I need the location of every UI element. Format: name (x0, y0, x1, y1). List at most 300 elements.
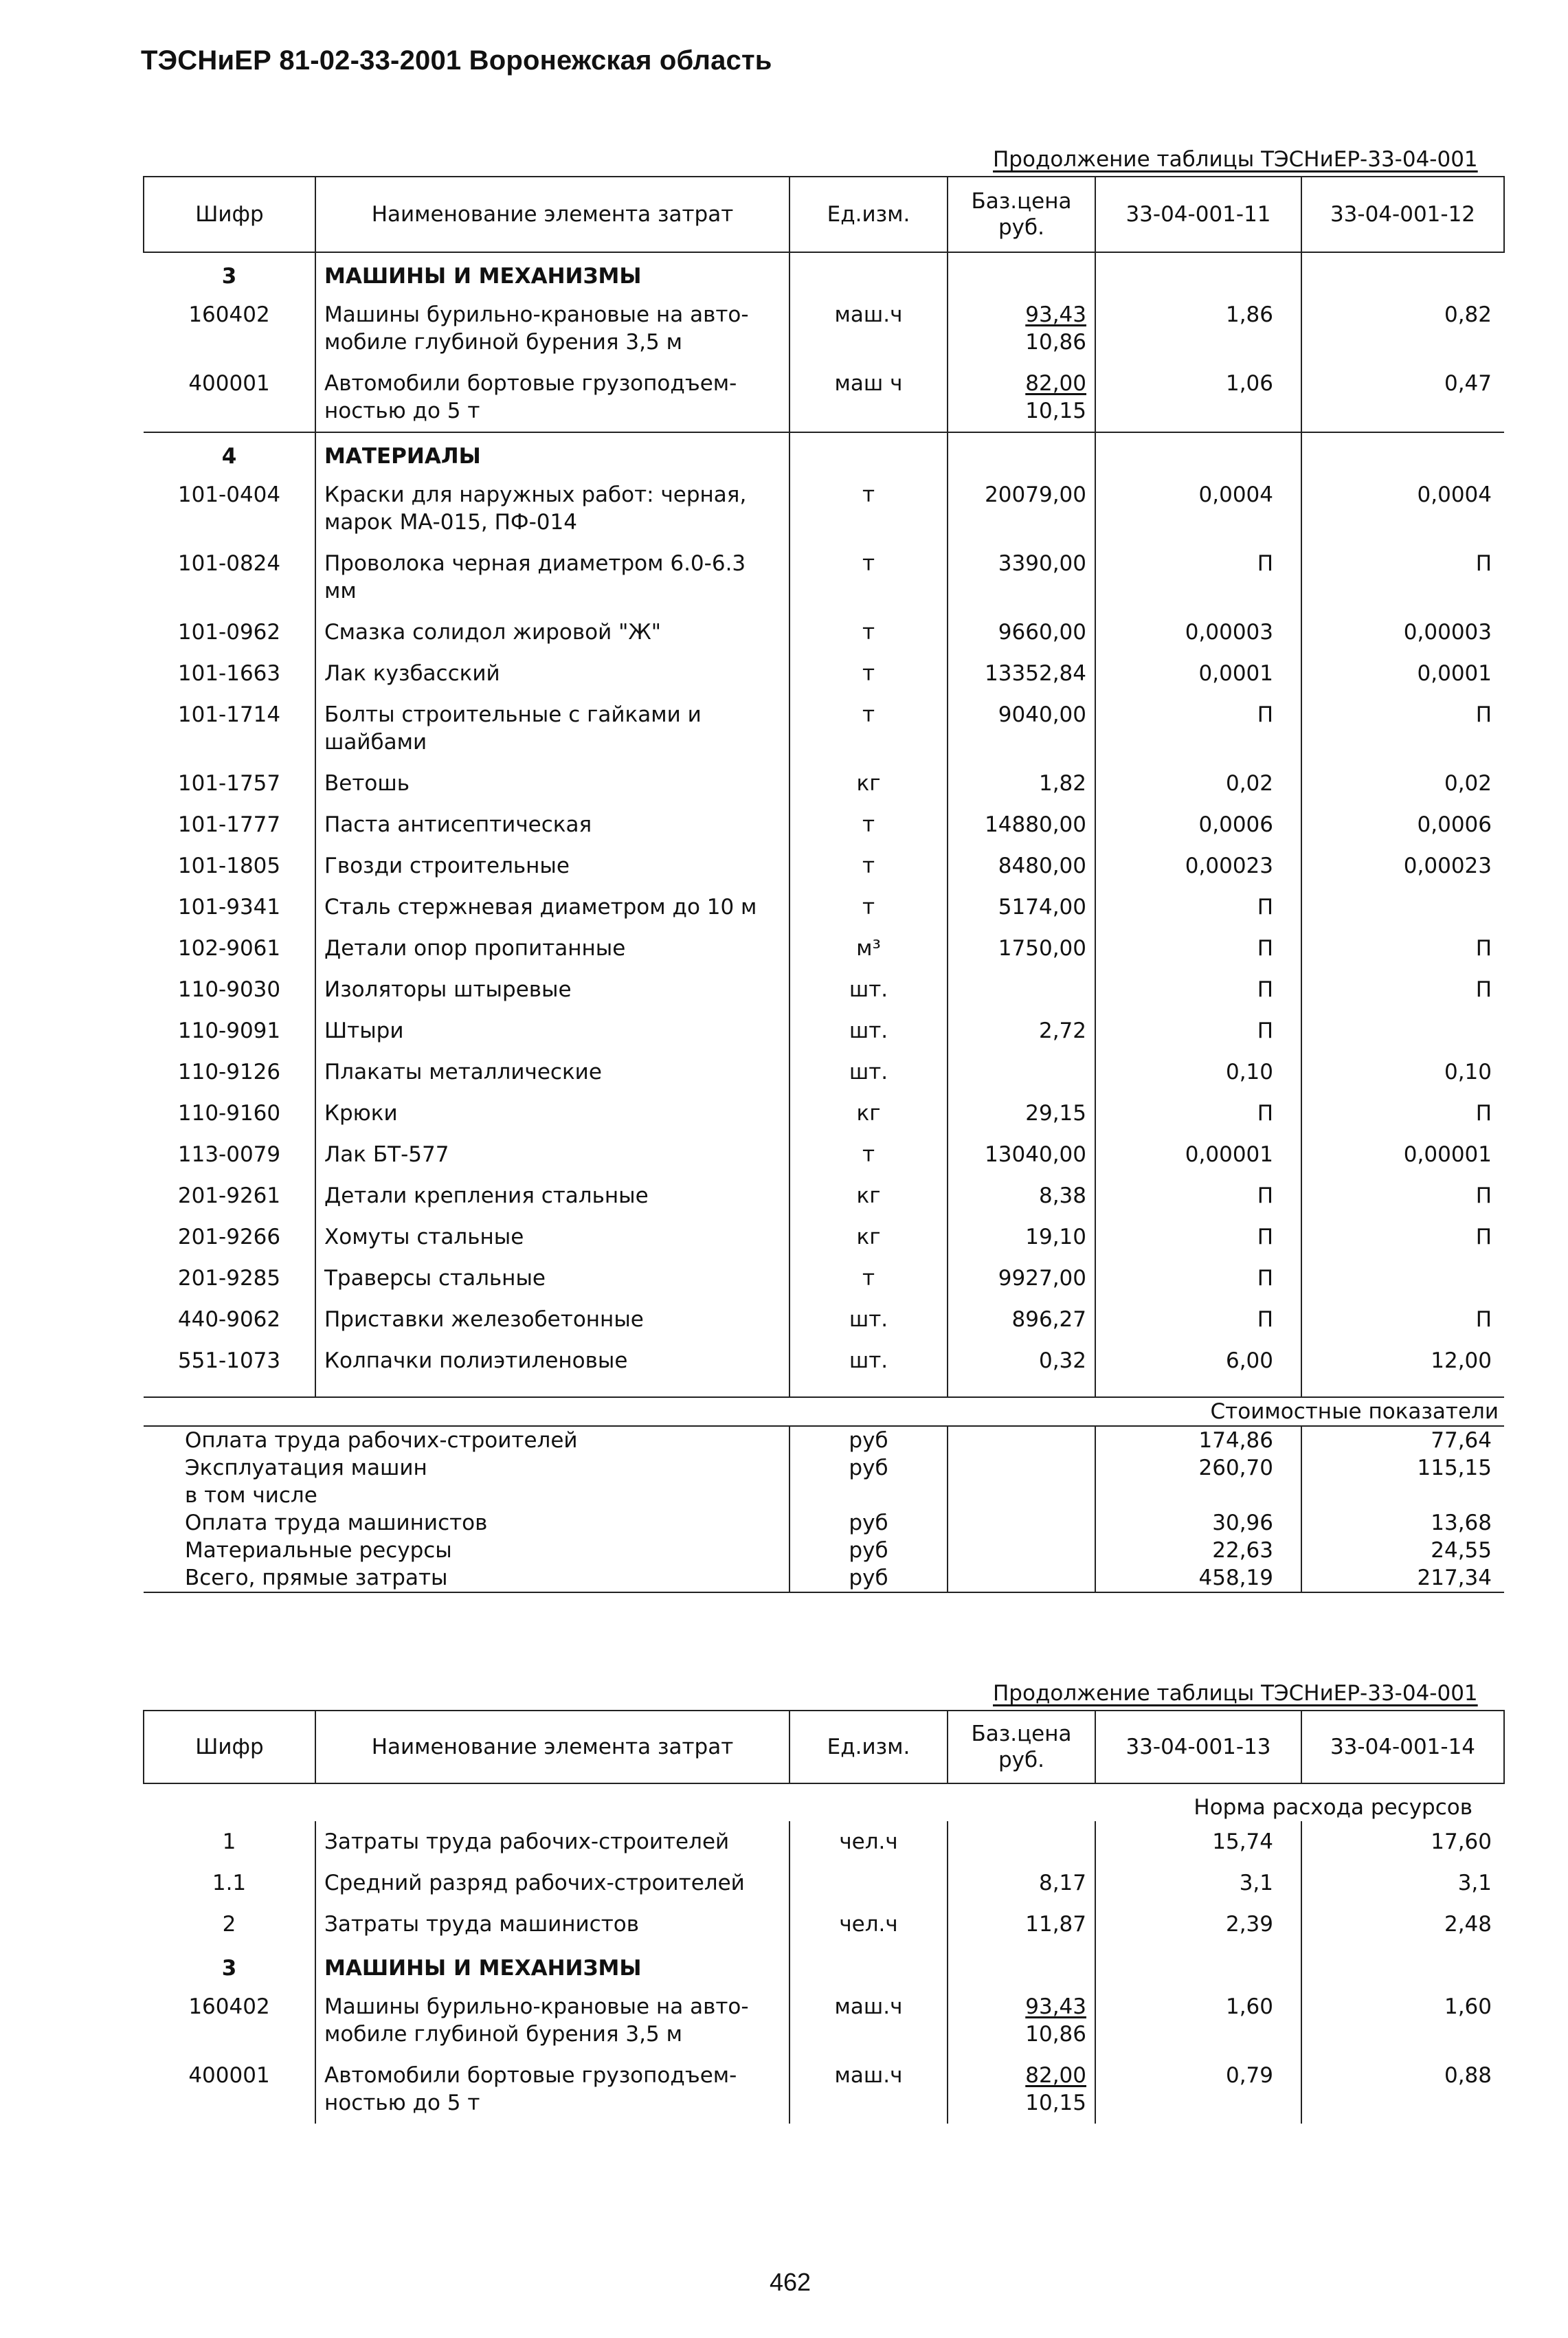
row-code: 201-9285 (177, 1266, 281, 1291)
row-value-col1: 0,0001 (1095, 653, 1301, 694)
table-row (144, 474, 1504, 543)
row-value-col2: 0,10 (1301, 1051, 1504, 1093)
row-code: 101-1757 (177, 771, 281, 796)
table-row (144, 653, 1504, 694)
row-value-col2: П (1301, 928, 1504, 969)
table-row (144, 1134, 1504, 1175)
row-name (315, 1945, 789, 1986)
table-row (144, 294, 1504, 363)
row-price-value: 9040,00 (998, 702, 1086, 727)
row-name (315, 612, 789, 653)
row-value-col2: П (1301, 694, 1504, 763)
row-name-line1: МАШИНЫ И МЕХАНИЗМЫ (324, 264, 642, 289)
table2-header-row (144, 1711, 1504, 1783)
row-unit: чел.ч (789, 1904, 948, 1945)
table1-caption: Продолжение таблицы ТЭСНиЕР-33-04-001 (993, 147, 1478, 172)
table-row (144, 1051, 1504, 1093)
table1-body (144, 252, 1504, 1592)
row-value-col2: 0,47 (1301, 363, 1504, 432)
row-value-col2: 0,82 (1301, 294, 1504, 363)
row-name-line1: Сталь стержневая диаметром до 10 м (324, 895, 757, 920)
row-price (948, 432, 1095, 474)
total-price (948, 1537, 1095, 1564)
row-price-value: 29,15 (1025, 1101, 1086, 1126)
row-price (948, 1340, 1095, 1381)
header-name: Наименование элемента затрат (315, 177, 789, 252)
section-row (144, 1945, 1504, 1986)
row-name-line1: Смазка солидол жировой "Ж" (324, 620, 661, 645)
row-price-value: 1,82 (1038, 771, 1086, 796)
row-name-line1: Машины бурильно-крановые на авто- (324, 302, 749, 327)
row-price-value: 82,00 (1025, 2063, 1086, 2088)
row-code: 201-9261 (177, 1183, 281, 1208)
total-row (144, 1537, 1504, 1564)
document-title: ТЭСНиЕР 81-02-33-2001 Воронежская область (141, 45, 772, 76)
row-name-line1: Детали крепления стальные (324, 1183, 649, 1208)
row-name (315, 543, 789, 612)
row-price (948, 887, 1095, 928)
row-value-col1: П (1095, 543, 1301, 612)
row-value-col2: 0,00023 (1301, 845, 1504, 887)
row-name (315, 294, 789, 363)
cost-note: Стоимостные показатели (144, 1397, 1504, 1426)
row-value-col1: 0,00023 (1095, 845, 1301, 887)
row-unit: кг (789, 1093, 948, 1134)
row-unit: т (789, 804, 948, 845)
row-price (948, 1258, 1095, 1299)
row-code: 551-1073 (177, 1348, 281, 1373)
row-name (315, 928, 789, 969)
row-value-col1: П (1095, 969, 1301, 1010)
total-col1: 22,63 (1095, 1537, 1301, 1564)
row-name (315, 1134, 789, 1175)
total-price (948, 1454, 1095, 1482)
total-col1 (1095, 1482, 1301, 1509)
resource-table-2 (143, 1710, 1505, 2124)
row-name-line1: Затраты труда рабочих-строителей (324, 1829, 730, 1854)
table-row (144, 694, 1504, 763)
table-row (144, 1093, 1504, 1134)
row-code: 101-0824 (177, 551, 281, 576)
row-value-col1: П (1095, 1258, 1301, 1299)
row-name (315, 1051, 789, 1093)
row-code: 400001 (188, 2063, 270, 2088)
header-col2: 33-04-001-12 (1301, 177, 1504, 252)
row-value-col2: 0,00001 (1301, 1134, 1504, 1175)
row-name-line2: ностью до 5 т (324, 2091, 480, 2115)
row-unit: шт. (789, 1051, 948, 1093)
header-price-line1: Баз.цена (971, 1722, 1072, 1746)
total-col1: 30,96 (1095, 1509, 1301, 1537)
row-price-value: 896,27 (1011, 1307, 1086, 1332)
row-value-col1: 0,00003 (1095, 612, 1301, 653)
row-name-line1: Лак кузбасский (324, 661, 500, 686)
total-label: Эксплуатация машин (185, 1456, 427, 1480)
cost-note-row (144, 1397, 1504, 1426)
row-value-col1: П (1095, 694, 1301, 763)
total-col2: 24,55 (1301, 1537, 1504, 1564)
total-unit: руб (789, 1509, 948, 1537)
table-row (144, 1010, 1504, 1051)
row-value-col1: 0,0004 (1095, 474, 1301, 543)
row-value-col1: 0,02 (1095, 763, 1301, 804)
spacer-cell (1301, 1381, 1504, 1397)
row-price-wage: 10,15 (1025, 2091, 1086, 2115)
total-col1: 260,70 (1095, 1454, 1301, 1482)
row-value-col1: П (1095, 1093, 1301, 1134)
total-col1: 458,19 (1095, 1564, 1301, 1592)
row-price (948, 1010, 1095, 1051)
total-unit: руб (789, 1537, 948, 1564)
row-name-line1: Затраты труда машинистов (324, 1912, 640, 1937)
page-number: 462 (769, 2268, 811, 2296)
row-price-value: 93,43 (1025, 1994, 1086, 2019)
total-row (144, 1454, 1504, 1482)
row-value-col2: П (1301, 1175, 1504, 1216)
row-name (315, 694, 789, 763)
header-price-line1: Баз.цена (971, 189, 1072, 214)
table-row (144, 1821, 1504, 1862)
row-code: 160402 (188, 1994, 270, 2019)
table-row (144, 804, 1504, 845)
row-price-wage: 10,86 (1025, 330, 1086, 355)
row-name-line1: Лак БТ-577 (324, 1142, 449, 1167)
row-name (315, 2055, 789, 2124)
norm-note-row (144, 1783, 1504, 1821)
row-code: 400001 (188, 371, 270, 396)
total-unit: руб (789, 1454, 948, 1482)
row-code: 440-9062 (177, 1307, 281, 1332)
row-unit: маш.ч (789, 1986, 948, 2055)
total-price (948, 1564, 1095, 1592)
row-name (315, 1010, 789, 1051)
header-code: Шифр (144, 177, 315, 252)
row-name (315, 363, 789, 432)
row-unit (789, 1862, 948, 1904)
total-row (144, 1564, 1504, 1592)
row-name-line1: Траверсы стальные (324, 1266, 546, 1291)
table-row (144, 928, 1504, 969)
row-name (315, 1093, 789, 1134)
row-unit: т (789, 845, 948, 887)
row-unit (789, 1945, 948, 1986)
row-unit: шт. (789, 1299, 948, 1340)
row-value-col2: 3,1 (1301, 1862, 1504, 1904)
row-unit: кг (789, 763, 948, 804)
header-unit: Ед.изм. (789, 1711, 948, 1783)
row-code: 101-1777 (177, 812, 281, 837)
table-row (144, 1904, 1504, 1945)
row-unit: маш ч (789, 363, 948, 432)
row-value-col2: 2,48 (1301, 1904, 1504, 1945)
row-code: 110-9030 (177, 977, 281, 1002)
row-name (315, 1821, 789, 1862)
table-row (144, 1175, 1504, 1216)
row-price (948, 252, 1095, 294)
row-value-col2: 0,00003 (1301, 612, 1504, 653)
row-name (315, 1175, 789, 1216)
row-unit: маш.ч (789, 2055, 948, 2124)
norm-note: Норма расхода ресурсов (1194, 1795, 1472, 1820)
row-name (315, 1299, 789, 1340)
row-price-value: 82,00 (1025, 371, 1086, 396)
row-value-col2 (1301, 432, 1504, 474)
row-price-value: 2,72 (1038, 1018, 1086, 1043)
row-price-value: 9660,00 (998, 620, 1086, 645)
row-name (315, 1904, 789, 1945)
row-name (315, 845, 789, 887)
table-row (144, 2055, 1504, 2124)
row-code: 101-0962 (177, 620, 281, 645)
row-price (948, 294, 1095, 363)
row-unit: т (789, 887, 948, 928)
row-unit: маш.ч (789, 294, 948, 363)
total-label: Материальные ресурсы (185, 1538, 452, 1563)
row-code: 101-1714 (177, 702, 281, 727)
row-code: 110-9126 (177, 1060, 281, 1084)
row-price (948, 2055, 1095, 2124)
section-row (144, 432, 1504, 474)
row-value-col1 (1095, 432, 1301, 474)
row-name (315, 804, 789, 845)
total-price (948, 1509, 1095, 1537)
spacer-cell (1095, 1381, 1301, 1397)
row-name-line1: Автомобили бортовые грузоподъем- (324, 371, 737, 396)
row-value-col1: 0,0006 (1095, 804, 1301, 845)
row-price-value: 8480,00 (998, 854, 1086, 878)
row-name-line1: Колпачки полиэтиленовые (324, 1348, 628, 1373)
row-code: 113-0079 (177, 1142, 281, 1167)
row-value-col2: П (1301, 969, 1504, 1010)
row-price (948, 694, 1095, 763)
header-price (948, 177, 1095, 252)
header-price-line2: руб. (998, 215, 1044, 240)
row-code: 1 (222, 1829, 236, 1854)
row-price (948, 1862, 1095, 1904)
row-value-col1: 1,06 (1095, 363, 1301, 432)
row-price-value: 8,17 (1038, 1871, 1086, 1895)
row-name-line1: МАТЕРИАЛЫ (324, 444, 481, 469)
row-price (948, 1299, 1095, 1340)
row-price (948, 1051, 1095, 1093)
row-price-value: 11,87 (1025, 1912, 1086, 1937)
row-value-col1: П (1095, 928, 1301, 969)
row-name-line2: мобиле глубиной бурения 3,5 м (324, 330, 682, 355)
total-col2: 217,34 (1301, 1564, 1504, 1592)
row-price (948, 1945, 1095, 1986)
row-price-value: 13352,84 (985, 661, 1086, 686)
row-value-col1: 2,39 (1095, 1904, 1301, 1945)
row-value-col1 (1095, 1945, 1301, 1986)
total-col2: 13,68 (1301, 1509, 1504, 1537)
table-row (144, 969, 1504, 1010)
total-price (948, 1426, 1095, 1454)
row-unit (789, 252, 948, 294)
total-price (948, 1482, 1095, 1509)
total-col2: 77,64 (1301, 1426, 1504, 1454)
row-code: 4 (144, 432, 315, 474)
row-price (948, 363, 1095, 432)
row-unit: кг (789, 1216, 948, 1258)
row-value-col2: П (1301, 543, 1504, 612)
total-col2 (1301, 1482, 1504, 1509)
row-price (948, 1175, 1095, 1216)
row-price-value: 93,43 (1025, 302, 1086, 327)
header-price-line2: руб. (998, 1748, 1044, 1772)
row-code: 160402 (188, 302, 270, 327)
row-name (315, 1862, 789, 1904)
table-row (144, 1862, 1504, 1904)
row-unit: т (789, 653, 948, 694)
row-value-col1: 0,00001 (1095, 1134, 1301, 1175)
row-price (948, 1986, 1095, 2055)
row-price-wage: 10,15 (1025, 399, 1086, 423)
row-value-col1: П (1095, 1216, 1301, 1258)
row-code: 101-9341 (177, 895, 281, 920)
table-row (144, 887, 1504, 928)
row-unit: шт. (789, 1010, 948, 1051)
header-price (948, 1711, 1095, 1783)
row-name-line1: Изоляторы штыревые (324, 977, 572, 1002)
row-name (315, 969, 789, 1010)
row-value-col2: П (1301, 1216, 1504, 1258)
row-price (948, 1093, 1095, 1134)
row-name-line1: Машины бурильно-крановые на авто- (324, 1994, 749, 2019)
resource-table-1 (143, 176, 1505, 1593)
header-col2: 33-04-001-14 (1301, 1711, 1504, 1783)
row-value-col2: П (1301, 1299, 1504, 1340)
header-col1: 33-04-001-11 (1095, 177, 1301, 252)
row-value-col2: П (1301, 1093, 1504, 1134)
row-value-col1: 3,1 (1095, 1862, 1301, 1904)
row-price (948, 612, 1095, 653)
row-price-value: 8,38 (1038, 1183, 1086, 1208)
total-row (144, 1426, 1504, 1454)
total-unit: руб (789, 1564, 948, 1592)
row-unit: шт. (789, 1340, 948, 1381)
table-row (144, 1340, 1504, 1381)
table-row (144, 1299, 1504, 1340)
row-code: 110-9091 (177, 1018, 281, 1043)
header-unit: Ед.изм. (789, 177, 948, 252)
row-value-col2 (1301, 1010, 1504, 1051)
row-price-value: 0,32 (1038, 1348, 1086, 1373)
row-unit: т (789, 543, 948, 612)
row-price-value: 3390,00 (998, 551, 1086, 576)
row-value-col2 (1301, 252, 1504, 294)
total-unit: руб (789, 1426, 948, 1454)
row-name-line1: Проволока черная диаметром 6.0-6.3 (324, 551, 746, 576)
row-value-col1: П (1095, 1010, 1301, 1051)
row-price-value: 13040,00 (985, 1142, 1086, 1167)
row-value-col2: 0,0004 (1301, 474, 1504, 543)
spacer-cell (315, 1381, 789, 1397)
row-price (948, 653, 1095, 694)
row-price-value: 9927,00 (998, 1266, 1086, 1291)
row-price-value: 14880,00 (985, 812, 1086, 837)
row-value-col1: П (1095, 1299, 1301, 1340)
row-name-line2: мобиле глубиной бурения 3,5 м (324, 2022, 682, 2047)
row-name-line2: марок МА-015, ПФ-014 (324, 510, 577, 535)
row-name-line1: Штыри (324, 1018, 404, 1043)
row-unit (789, 432, 948, 474)
row-value-col2: 12,00 (1301, 1340, 1504, 1381)
row-unit: т (789, 1134, 948, 1175)
header-code: Шифр (144, 1711, 315, 1783)
row-name-line2: мм (324, 579, 357, 603)
row-name-line1: Хомуты стальные (324, 1225, 524, 1249)
row-name-line1: Плакаты металлические (324, 1060, 602, 1084)
row-value-col2: 1,60 (1301, 1986, 1504, 2055)
table1-header-row (144, 177, 1504, 252)
row-code: 101-0404 (177, 482, 281, 507)
row-price (948, 804, 1095, 845)
row-value-col1: 0,79 (1095, 2055, 1301, 2124)
spacer-row (144, 1381, 1504, 1397)
row-price (948, 474, 1095, 543)
spacer-cell (948, 1381, 1095, 1397)
total-label: Оплата труда машинистов (185, 1511, 488, 1535)
spacer-cell (789, 1381, 948, 1397)
table-row (144, 612, 1504, 653)
row-value-col2 (1301, 887, 1504, 928)
row-price (948, 845, 1095, 887)
row-code: 102-9061 (177, 936, 281, 961)
row-code: 101-1805 (177, 854, 281, 878)
total-col2: 115,15 (1301, 1454, 1504, 1482)
total-label: Всего, прямые затраты (144, 1564, 789, 1592)
row-unit: т (789, 694, 948, 763)
row-unit: т (789, 1258, 948, 1299)
row-unit: кг (789, 1175, 948, 1216)
row-name-line1: Детали опор пропитанные (324, 936, 626, 961)
row-value-col1: 1,60 (1095, 1986, 1301, 2055)
row-price (948, 928, 1095, 969)
row-value-col1: 0,10 (1095, 1051, 1301, 1093)
row-name-line1: Краски для наружных работ: черная, (324, 482, 747, 507)
row-name (315, 432, 789, 474)
row-name-line1: Автомобили бортовые грузоподъем- (324, 2063, 737, 2088)
row-value-col1: П (1095, 887, 1301, 928)
row-price-value: 19,10 (1025, 1225, 1086, 1249)
row-code: 3 (221, 1956, 237, 1981)
row-name-line1: Приставки железобетонные (324, 1307, 644, 1332)
row-price (948, 1904, 1095, 1945)
row-price (948, 1821, 1095, 1862)
total-label: в том числе (185, 1483, 317, 1508)
table-row (144, 763, 1504, 804)
row-unit: чел.ч (789, 1821, 948, 1862)
table2-body (144, 1783, 1504, 2124)
row-value-col1: 15,74 (1095, 1821, 1301, 1862)
header-name: Наименование элемента затрат (315, 1711, 789, 1783)
row-name-line1: Ветошь (324, 771, 410, 796)
row-name-line1: Средний разряд рабочих-строителей (324, 1871, 745, 1895)
row-name (315, 474, 789, 543)
row-value-col1: П (1095, 1175, 1301, 1216)
row-value-col2: 17,60 (1301, 1821, 1504, 1862)
row-unit: т (789, 612, 948, 653)
table-row (144, 543, 1504, 612)
row-name-line1: Паста антисептическая (324, 812, 592, 837)
row-code: 1.1 (212, 1871, 247, 1895)
row-value-col2 (1301, 1945, 1504, 1986)
row-value-col2: 0,0006 (1301, 804, 1504, 845)
row-name-line1: Крюки (324, 1101, 398, 1126)
row-code: 3 (221, 264, 237, 289)
row-value-col2: 0,02 (1301, 763, 1504, 804)
row-price-wage: 10,86 (1025, 2022, 1086, 2047)
